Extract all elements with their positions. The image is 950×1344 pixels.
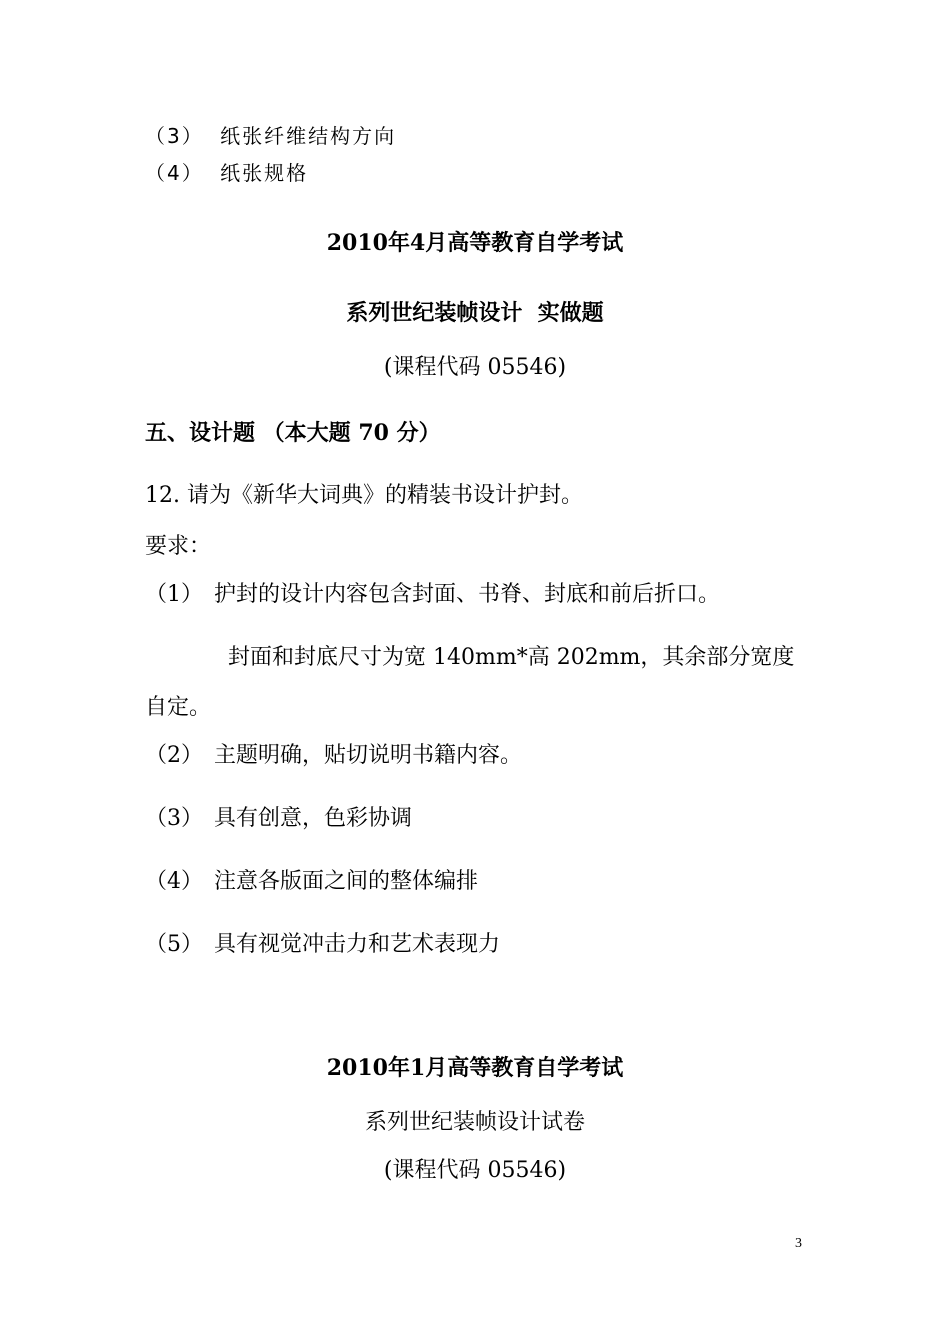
requirement-number: （4） (145, 869, 203, 894)
section-heading: 五、设计题 （本大题 70 分） (145, 420, 441, 446)
list-item-number: （3） (145, 124, 204, 148)
requirement-1-continuation: 封面和封底尺寸为宽 140mm*高 202mm，其余部分宽度 (228, 645, 795, 670)
requirement-1 (145, 584, 720, 606)
requirement-1-continuation-end: 自定。 (145, 695, 212, 720)
list-item-text: 纸张纤维结构方向 (220, 124, 397, 148)
requirement-4 (145, 871, 478, 893)
page-number: 3 (795, 1236, 802, 1251)
list-item-4 (145, 163, 308, 183)
requirement-text: 主题明确，贴切说明书籍内容。 (214, 743, 523, 768)
requirement-text: 具有视觉冲击力和艺术表现力 (214, 932, 501, 957)
list-item-text: 纸张规格 (220, 161, 309, 185)
paper-title: 系列世纪装帧设计试卷 (364, 1110, 585, 1135)
requirement-3 (145, 808, 412, 830)
requirements-label: 要求： (145, 534, 212, 559)
requirement-5 (145, 934, 500, 956)
exam-title-january: 2010年1月高等教育自学考试 (326, 1055, 624, 1081)
list-item-3 (145, 126, 396, 146)
course-code-2: (课程代码 05546) (383, 1158, 567, 1183)
requirement-text: 注意各版面之间的整体编排 (214, 869, 479, 894)
requirement-number: （5） (145, 932, 203, 957)
question-text: 12. 请为《新华大词典》的精装书设计护封。 (145, 483, 583, 508)
course-title: 系列世纪装帧设计 实做题 (346, 300, 604, 326)
requirement-text: 具有创意，色彩协调 (214, 806, 413, 831)
requirement-2 (145, 745, 522, 767)
requirement-number: （2） (145, 743, 203, 768)
exam-title-april: 2010年4月高等教育自学考试 (326, 230, 624, 256)
requirement-number: （1） (145, 582, 203, 607)
course-code: (课程代码 05546) (383, 355, 567, 380)
list-item-number: （4） (145, 161, 204, 185)
requirement-text: 护封的设计内容包含封面、书脊、封底和前后折口。 (214, 582, 721, 607)
requirement-number: （3） (145, 806, 203, 831)
